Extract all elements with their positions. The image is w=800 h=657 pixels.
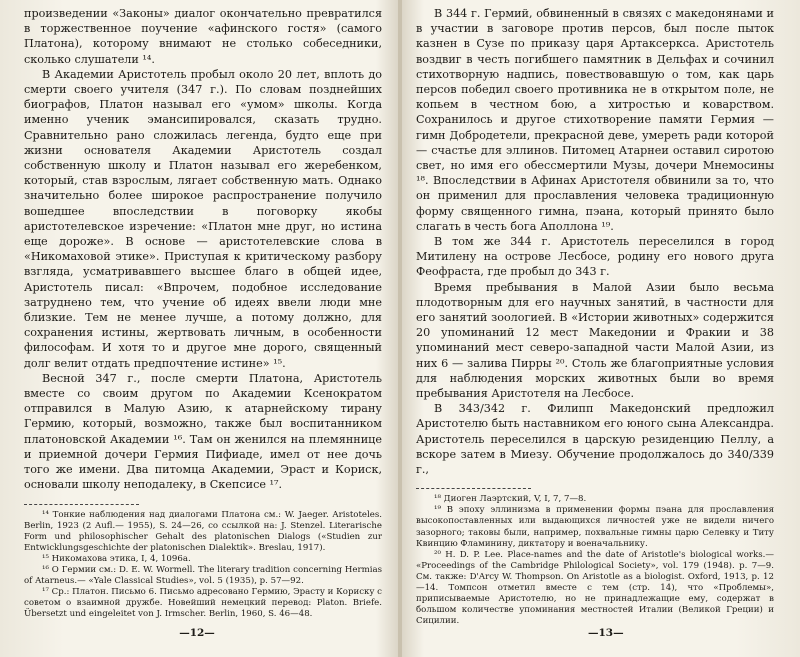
right-page-body (416, 6, 774, 477)
footnote: ²⁰ H. D. P. Lee. Place-names and the date of Aristotle's biological works.— «Proceedings of the Cambridge Philological Society», vol. 179 (1948). p. 7—9. См. также: D'Arcy W. Thompson. On Aristotle as a biologist. Oxford, 1913, p. 12—14. Томпсон отметил вместе с тем (стр. 14), что «Проблемы», приписываемые Аристотелю, но не принадлежащие ему, содержат в большом количестве упоминания местностей Италии (Великой Греции) и Сицилии. (416, 549, 774, 627)
footnote-divider (24, 504, 139, 505)
footnote: ¹⁸ Диоген Лаэртский, V, I, 7, 7—8. (434, 494, 587, 505)
right-page (408, 6, 790, 651)
paragraph: В том же 344 г. Аристотель переселился в город Митилену на острове Лесбосе, родину его нового друга Феофраста, где пробыл до 343 г. (416, 235, 774, 279)
paragraph: Время пребывания в Малой Азии было весьма плодотворным для его научных занятий, в частности для его занятий зоологией. В «Истории животных» содержится 20 упоминаний 12 мест Македонии и Фракии и 38 упоминаний мест северо-западной части Малой Азии, из них 6 — залива Пирры ²⁰. Столь же благоприятные условия для наблюдения морских животных были во время пребывания Аристотеля на Лесбосе. (416, 280, 774, 401)
footnote: ¹⁹ В эпоху эллинизма в применении формы пэана для прославления высокопоставленных или выдающихся личностей уже не видели ничего зазорного; таковы были, например, похвальные гимны царю Селевку и Титу Квинцию Фламинину, диктатору и военачальнику. (416, 505, 774, 549)
footnote: ¹⁴ Тонкие наблюдения над диалогами Платона см.: W. Jaeger. Aristoteles. Berlin, 1923 (2 Aufl.— 1955), S. 24—26, со ссылкой на: J. Stenzel. Literarische Form und philosophischer Gehalt des platonischen Dialogs («Studien zur Entwicklungsgeschichte der platonischen Dialektik». Breslau, 1917). (24, 509, 382, 553)
right-page-footnotes (416, 494, 774, 627)
footnote: ¹⁵ Никомахова этика, I, 4, 1096a. (42, 553, 191, 564)
footnote-divider (416, 488, 531, 489)
footnote: ¹⁶ О Гермии см.: D. E. W. Wormell. The literary tradition concerning Hermias of Atarneus.— «Yale Classical Studies», vol. 5 (1935), p. 57—92. (24, 564, 382, 587)
paragraph: В 343/342 г. Филипп Македонский предложил Аристотелю быть наставником его юного сына Александра. Аристотель переселился в царскую резиденцию Пеллу, а вскоре затем в Миезу. Обучение продолжалось до 340/339 г., (416, 402, 774, 477)
paragraph: Весной 347 г., после смерти Платона, Аристотель вместе со своим другом по Академии Ксенократом отправился в Малую Азию, к атарнейскому тирану Гермию, который, возможно, также был воспитанником платоновской Академии ¹⁶. Там он женился на племяннице и приемной дочери Гермия Пифиаде, имел от нее дочь того же имени. Два питомца Академии, Эраст и Кориск, основали школу неподалеку, в Скепсисе ¹⁷. (24, 371, 382, 492)
book-gutter (398, 0, 402, 657)
paragraph: В 344 г. Гермий, обвиненный в связях с македонянами и в участии в заговоре против персов, был после пыток казнен в Сузе по приказу царя Артаксеркса. Аристотель воздвиг в честь погибшего памятник в Дельфах и сочинил стихотворную надпись, повествовавшую о том, как царь персов победил своего противника не в открытом поле, не копьем в честном бою, а хитростью и коварством. Сохранилось и другое стихотворение памяти Гермия — гимн Добродетели, прекрасной деве, умереть ради которой — счастье для эллинов. Питомец Атарнеи оставил сиротою свет, но имя его обессмертили Музы, дочери Мнемосины ¹⁸. Впоследствии в Афинах Аристотеля обвинили за то, что он применил для прославления человека традиционную форму священного гимна, пэана, который принято было слагать в честь бога Аполлона ¹⁹. (416, 7, 774, 233)
left-page-body (24, 6, 382, 493)
page-number: —12— (179, 627, 215, 639)
page-number: —13— (588, 627, 624, 639)
left-page (6, 6, 388, 651)
paragraph: В Академии Аристотель пробыл около 20 лет, вплоть до смерти своего учителя (347 г.). По словам позднейших биографов, Платон называл его «умом» школы. Когда именно ученик эмансипировался, сказать трудно. Сравнительно рано сложилась легенда, будто еще при жизни основателя Академии Аристотель создал собственную школу и Платон называл его жеребенком, который, став взрослым, лягает собственную мать. Однако значительно более широкое распространение получило вошедшее впоследствии в поговорку якобы аристотелевское изречение: «Платон мне друг, но истина еще дороже». В основе — аристотелевские слова в «Никомаховой этике». Приступая к критическому разбору взгляда, усматривавшего высшее благо в общей идее, Аристотель писал: «Впрочем, подобное исследование затруднено тем, что учение об идеях ввели люди мне близкие. Тем не менее лучше, а потому должно, для сохранения истины, жертвовать личным, в особенности философам. И хотя то и другое мне дорого, священный долг велит отдать предпочтение истине» ¹⁵. (24, 67, 382, 370)
left-page-footnotes (24, 510, 382, 621)
footnote: ¹⁷ Ср.: Платон. Письмо 6. Письмо адресовано Гермию, Эрасту и Кориску с советом о взаимной дружбе. Новейший немецкий перевод: Platon. Briefe. Übersetzt und eingeleitet von J. Irmscher. Berlin, 1960, S. 46—48. (24, 587, 382, 620)
paragraph: произведении «Законы» диалог окончательно превратился в торжественное поучение «афинского гостя» (самого Платона), которому внимают не столько собеседники, сколько слушатели ¹⁴. (24, 7, 382, 66)
